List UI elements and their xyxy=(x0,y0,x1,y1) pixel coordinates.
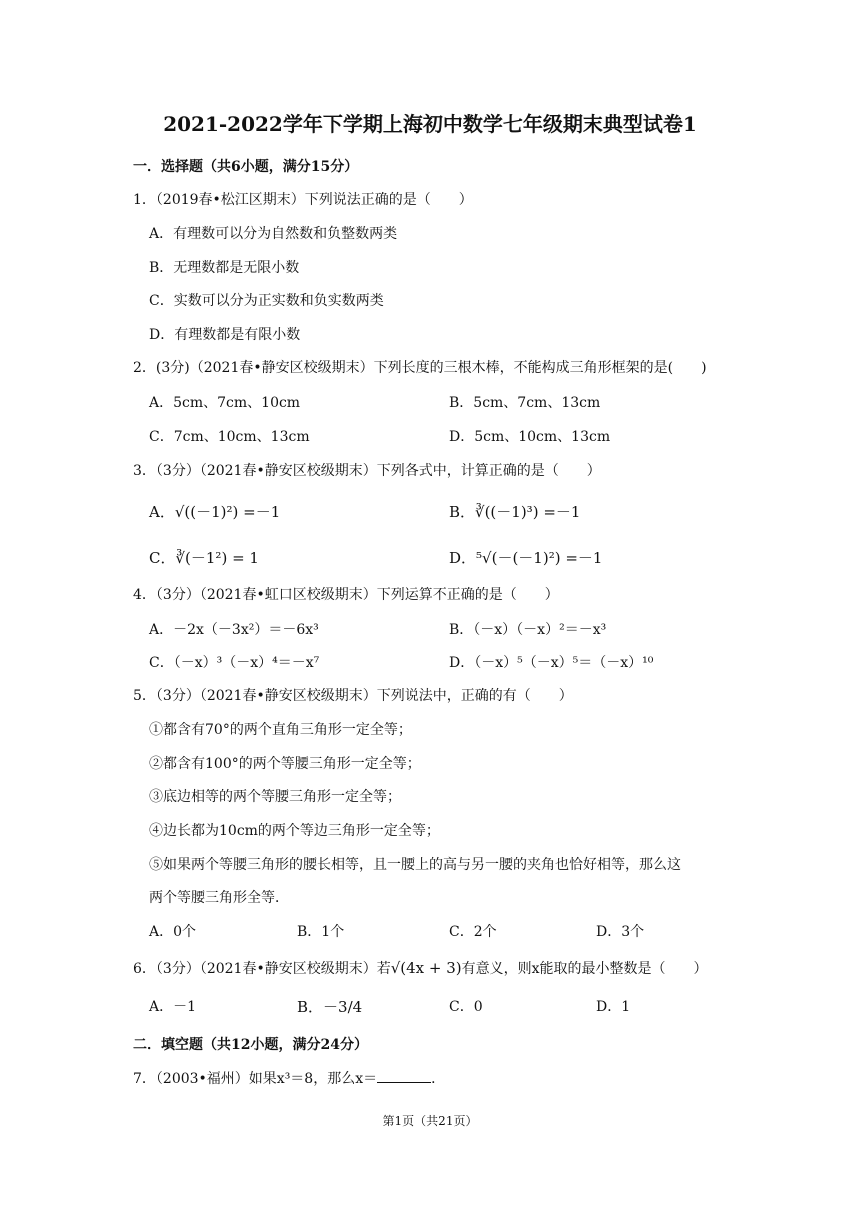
question-5-statement-3: ③底边相等的两个等腰三角形一定全等； xyxy=(149,789,401,805)
question-5-option-c: C．2个 xyxy=(449,924,497,940)
question-7-stem-pre: 7．（2003•福州）如果x³＝8，那么x＝ xyxy=(133,1071,378,1087)
section-heading-choice: 一．选择题（共6小题，满分15分） xyxy=(133,159,359,175)
question-5-statement-2: ②都含有100°的两个等腰三角形一定全等； xyxy=(149,756,421,772)
question-7-stem-post: ． xyxy=(431,1071,446,1087)
question-3-stem: 3．（3分）（2021春•静安区校级期末）下列各式中，计算正确的是（ ） xyxy=(133,463,601,479)
question-4-stem: 4．（3分）（2021春•虹口区校级期末）下列运算不正确的是（ ） xyxy=(133,587,559,603)
question-3-option-d: D．⁵√(－(－1)²) =－1 xyxy=(449,549,603,567)
question-6-option-b: B．－3/4 xyxy=(297,998,363,1016)
question-5-option-a: A．0个 xyxy=(149,924,197,940)
question-2-option-a: A．5cm、7cm、10cm xyxy=(149,395,301,411)
question-6-radical: √(4x + 3) xyxy=(390,959,462,977)
question-3-option-a: A．√((－1)²) =－1 xyxy=(149,503,281,521)
question-6-option-c: C．0 xyxy=(449,999,483,1015)
question-2-option-d: D．5cm、10cm、13cm xyxy=(449,429,611,445)
answer-blank[interactable] xyxy=(377,1068,431,1083)
question-6-stem xyxy=(133,958,708,979)
question-5-option-b: B．1个 xyxy=(297,924,345,940)
question-4-option-c: C．（－x）³（－x）⁴＝－x⁷ xyxy=(149,655,320,671)
question-4-option-b: B．（－x）（－x）²＝－x³ xyxy=(449,622,607,638)
question-6-stem-pre: 6．（3分）（2021春•静安区校级期末）若 xyxy=(133,961,391,977)
question-1-option-c: C．实数可以分为正实数和负实数两类 xyxy=(149,293,384,309)
question-1-option-a: A．有理数可以分为自然数和负整数两类 xyxy=(149,226,398,242)
question-1-option-d: D．有理数都是有限小数 xyxy=(149,327,301,343)
question-4-option-a: A．－2x（－3x²）＝－6x³ xyxy=(149,622,319,638)
question-5-statement-5-cont: 两个等腰三角形全等． xyxy=(149,890,289,906)
question-4-option-d: D．（－x）⁵（－x）⁵＝（－x）¹⁰ xyxy=(449,655,654,671)
question-3-option-c: C．∛(－1²) = 1 xyxy=(149,549,259,567)
question-6-option-a: A．－1 xyxy=(149,999,197,1015)
question-2-stem: 2．(3分)（2021春•静安区校级期末）下列长度的三根木棒，不能构成三角形框架的是( ) xyxy=(133,360,707,376)
question-6-stem-post: 有意义，则x能取的最小整数是（ ） xyxy=(461,961,708,977)
question-5-statement-4: ④边长都为10cm的两个等边三角形一定全等； xyxy=(149,823,440,839)
question-5-statement-1: ①都含有70°的两个直角三角形一定全等； xyxy=(149,722,412,738)
page-footer: 第1页（共21页） xyxy=(382,1114,478,1128)
question-5-statement-5: ⑤如果两个等腰三角形的腰长相等，且一腰上的高与另一腰的夹角也恰好相等，那么这 xyxy=(149,857,681,873)
question-1-stem: 1．（2019春•松江区期末）下列说法正确的是（ ） xyxy=(133,192,473,208)
question-2-option-c: C．7cm、10cm、13cm xyxy=(149,429,310,445)
question-5-stem: 5．（3分）（2021春•静安区校级期末）下列说法中，正确的有（ ） xyxy=(133,688,573,704)
question-1-option-b: B．无理数都是无限小数 xyxy=(149,260,300,276)
question-3-option-b: B．∛((－1)³) =－1 xyxy=(449,503,581,521)
question-7-stem xyxy=(133,1068,445,1089)
question-5-option-d: D．3个 xyxy=(596,924,645,940)
page-title: 2021-2022学年下学期上海初中数学七年级期末典型试卷1 xyxy=(163,112,697,136)
section-heading-fill: 二．填空题（共12小题，满分24分） xyxy=(133,1037,368,1053)
question-2-option-b: B．5cm、7cm、13cm xyxy=(449,395,601,411)
question-6-option-d: D．1 xyxy=(596,999,631,1015)
